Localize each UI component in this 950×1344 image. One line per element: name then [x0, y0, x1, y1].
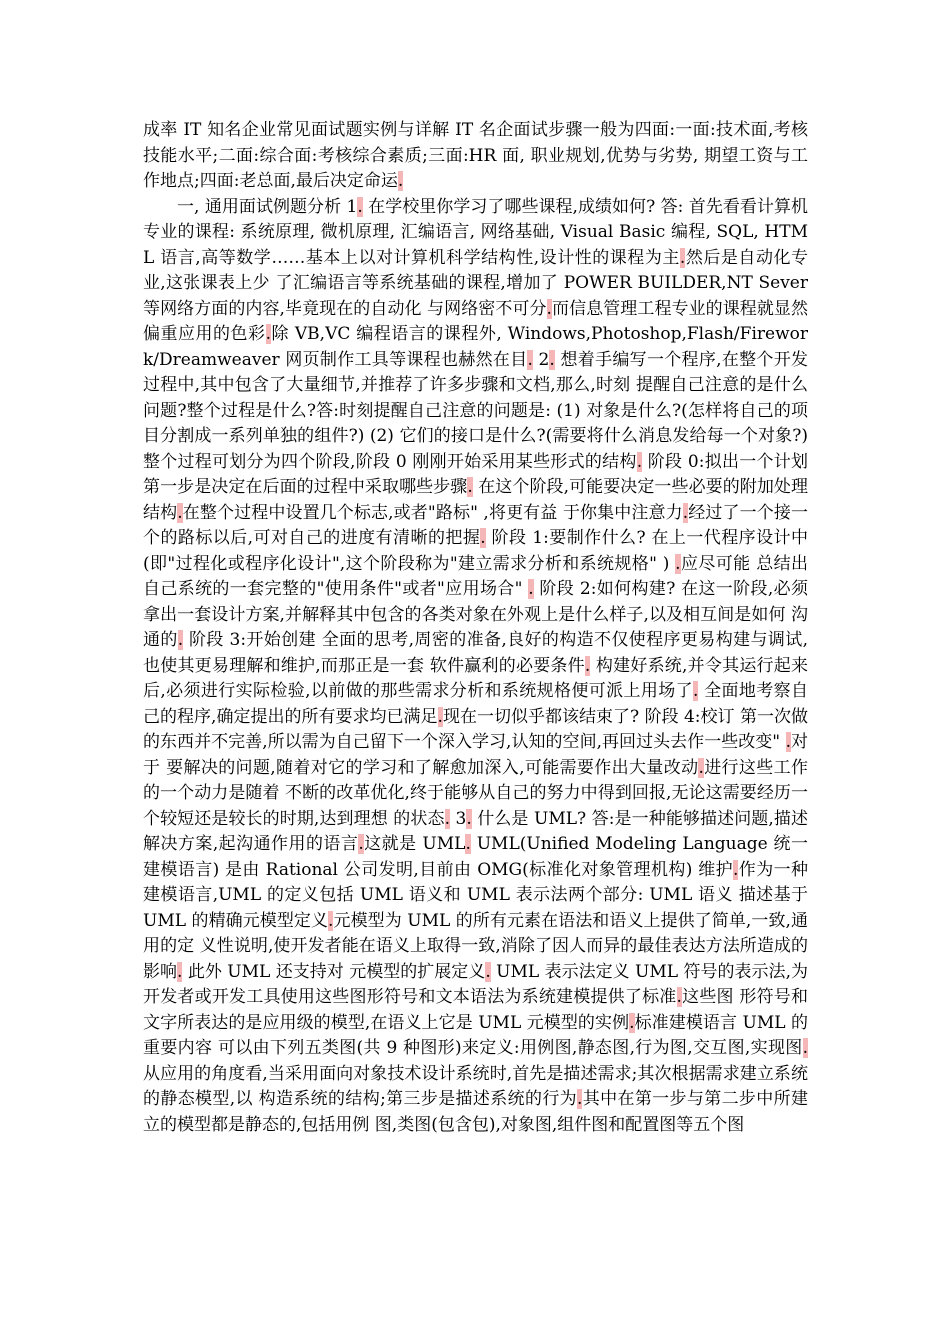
- highlighted-period: .: [177, 502, 183, 523]
- text-run: 在学校里你学习了哪些课程,成绩如何? 答: 首先看看计算机专业的课程: 系统原理, 微机原理, 汇编语言, 网络基础, Visual Basic 编程, SQL, HTML 语言,高等数学……基本上以对计算机科学结构性,设计性的课程为主: [143, 196, 808, 268]
- document-body: [143, 118, 808, 1138]
- highlighted-period: .: [676, 987, 682, 1007]
- text-run: 3: [450, 808, 467, 829]
- paragraph: [143, 118, 808, 195]
- highlighted-period: .: [733, 859, 739, 880]
- text-run: 然后是自动化专业,这张课表上少 了汇编语言等系统基础的课程,增加了 POWER BUILDER,NT Sever 等网络方面的内容,毕竟现在的自动化 与网络密不可分: [143, 247, 809, 319]
- highlighted-period: .: [528, 579, 534, 599]
- text-run: 想着手编写一个程序,在整个开发过程中,其中包含了大量细节,并推荐了许多步骤和文档,那么,时刻 提醒自己注意的是什么问题?整个过程是什么?答:时刻提醒自己注意的问题是: (1) 对象是什么?(怎样将自己的项目分割成一系列单独的组件?) (2) 它们的接口是什么?(需要将什么消息发给每一个对象?) 整个过程可划分为四个阶段,阶段 0 刚刚开始采用某些形式的结构: [143, 349, 808, 472]
- highlighted-period: .: [177, 961, 183, 982]
- paragraph: [143, 195, 808, 1139]
- text-run: 经过了一个接一个的路标以后,可对自己的进度有清晰的把握: [143, 502, 808, 548]
- text-run: 在整个过程中设置几个标志,或者"路标" ,将更有益 于你集中注意力: [182, 502, 683, 523]
- text-run: 标准建模语言 UML 的重要内容 可以由下列五类图(共 9 种图形)来定义:用例图,静态图,行为图,交互图,实现图: [143, 1012, 808, 1058]
- text-run: 进行这些工作的一个动力是随着 不断的改革优化,终于能够从自己的努力中得到回报,无论这需要经历一个较短还是较长的时期,达到理想 的状态: [143, 757, 808, 829]
- highlighted-period: .: [437, 706, 443, 727]
- text-run: 这些图 形符号和文字所表达的是应用级的模型,在语义上它是 UML 元模型的实例: [143, 987, 809, 1033]
- highlighted-period: .: [802, 1038, 808, 1058]
- text-run: 在这个阶段,可能要决定一些必要的附加处理结构: [143, 477, 808, 523]
- text-run: 对于 要解决的问题,随着对它的学习和了解愈加深入,可能需要作出大量改动: [143, 732, 808, 778]
- highlighted-period: .: [675, 553, 681, 574]
- highlighted-period: .: [358, 834, 364, 854]
- highlighted-period: .: [629, 1012, 635, 1033]
- highlighted-period: .: [785, 732, 791, 752]
- text-run: 阶段 1:要制作什么? 在上一代程序设计中(即"过程化或程序化设计",这个阶段称为"建立需求分析和系统规格" ): [143, 528, 808, 574]
- text-run: 作为一种建模语言,UML 的定义包括 UML 语义和 UML 表示法两个部分: UML 语义 描述基于 UML 的精确元模型定义: [143, 859, 809, 931]
- highlighted-period: .: [546, 298, 552, 319]
- highlighted-period: .: [465, 834, 471, 854]
- highlighted-period: .: [692, 681, 699, 701]
- highlighted-period: .: [328, 910, 334, 931]
- highlighted-period: .: [466, 808, 472, 829]
- highlighted-period: .: [357, 196, 363, 217]
- text-run: 阶段 3:开始创建 全面的思考,周密的准备,良好的构造不仅使程序更易构建与调试,也使其更易理解和维护,而那正是一套 软件赢利的必要条件: [143, 630, 808, 676]
- highlighted-period: .: [527, 349, 533, 370]
- text-run: 2: [532, 349, 550, 370]
- highlighted-period: .: [636, 451, 643, 472]
- text-run: 其中在第一步与第二步中所建立的模型都是静态的,包括用例 图,类图(包含包),对象图,组件图和配置图等五个图: [143, 1089, 808, 1135]
- highlighted-period: .: [480, 528, 486, 548]
- text-run: 什么是 UML? 答:是一种能够描述问题,描述解决方案,起沟通作用的语言: [143, 808, 808, 854]
- text-run: UML 表示法定义 UML 符号的表示法,为开发者或开发工具使用这些图形符号和文本语法为系统建模提供了标准: [143, 961, 808, 1007]
- text-run: 现在一切似乎都该结束了? 阶段 4:校订 第一次做的东西并不完善,所以需为自己留下一个深入学习,认知的空间,再回过头去作一些改变": [143, 706, 808, 752]
- text-run: 元模型为 UML 的所有元素在语法和语义上提供了简单,一致,通用的定 义性说明,使开发者能在语义上取得一致,消除了因人而异的最佳表达方法所造成的影响: [143, 910, 808, 982]
- text-run: 应尽可能 总结出自己系统的一套完整的"使用条件"或者"应用场合": [143, 553, 808, 599]
- highlighted-period: .: [265, 324, 271, 344]
- highlighted-period: .: [177, 630, 184, 650]
- highlighted-period: .: [682, 502, 689, 523]
- text-run: 从应用的角度看,当采用面向对象技术设计系统时,首先是描述需求;其次根据需求建立系统的静态模型,以 构造系统的结构;第三步是描述系统的行为: [143, 1063, 808, 1109]
- highlighted-period: .: [584, 655, 591, 676]
- text-run: 这就是 UML: [363, 834, 466, 854]
- text-run: 成率 IT 知名企业常见面试题实例与详解 IT 名企面试步骤一般为四面:一面:技术面,考核技能水平;二面:综合面:考核综合素质;三面:HR 面, 职业规划,优势与劣势, 期望工资与工作地点;四面:老总面,最后决定命运: [143, 120, 808, 191]
- text-run: 构建好系统,并令其运行起来后,必须进行实际检验,以前做的那些需求分析和系统规格便可派上用场了: [143, 655, 809, 701]
- text-run: 一, 通用面试例题分析 1: [177, 196, 358, 217]
- text-run: 阶段 0:拟出一个计划 第一步是决定在后面的过程中采取哪些步骤: [143, 451, 808, 497]
- text-run: 全面地考察自己的程序,确定提出的所有要求均已满足: [143, 681, 809, 727]
- text-run: 除 VB,VC 编程语言的课程外, Windows,Photoshop,Flash/Firework/Dreamweaver 网页制作工具等课程也赫然在目: [143, 324, 808, 370]
- text-run: UML(Unified Modeling Language 统一建模语言) 是由 Rational 公司发明,目前由 OMG(标准化对象管理机构) 维护: [143, 834, 808, 880]
- highlighted-period: .: [549, 349, 555, 370]
- text-run: 阶段 2:如何构建? 在这一阶段,必须拿出一套设计方案,并解释其中包含的各类对象在外观上是什么样子,以及相互间是如何 沟通的: [143, 579, 808, 650]
- highlighted-period: .: [397, 171, 404, 191]
- highlighted-period: .: [467, 477, 473, 497]
- highlighted-period: .: [577, 1089, 583, 1109]
- highlighted-period: .: [444, 808, 450, 829]
- highlighted-period: .: [485, 961, 491, 982]
- text-run: 此外 UML 还支持对 元模型的扩展定义: [182, 961, 486, 982]
- text-run: 而信息管理工程专业的课程就显然偏重应用的色彩: [143, 298, 808, 344]
- highlighted-period: .: [698, 757, 704, 778]
- highlighted-period: .: [679, 247, 686, 268]
